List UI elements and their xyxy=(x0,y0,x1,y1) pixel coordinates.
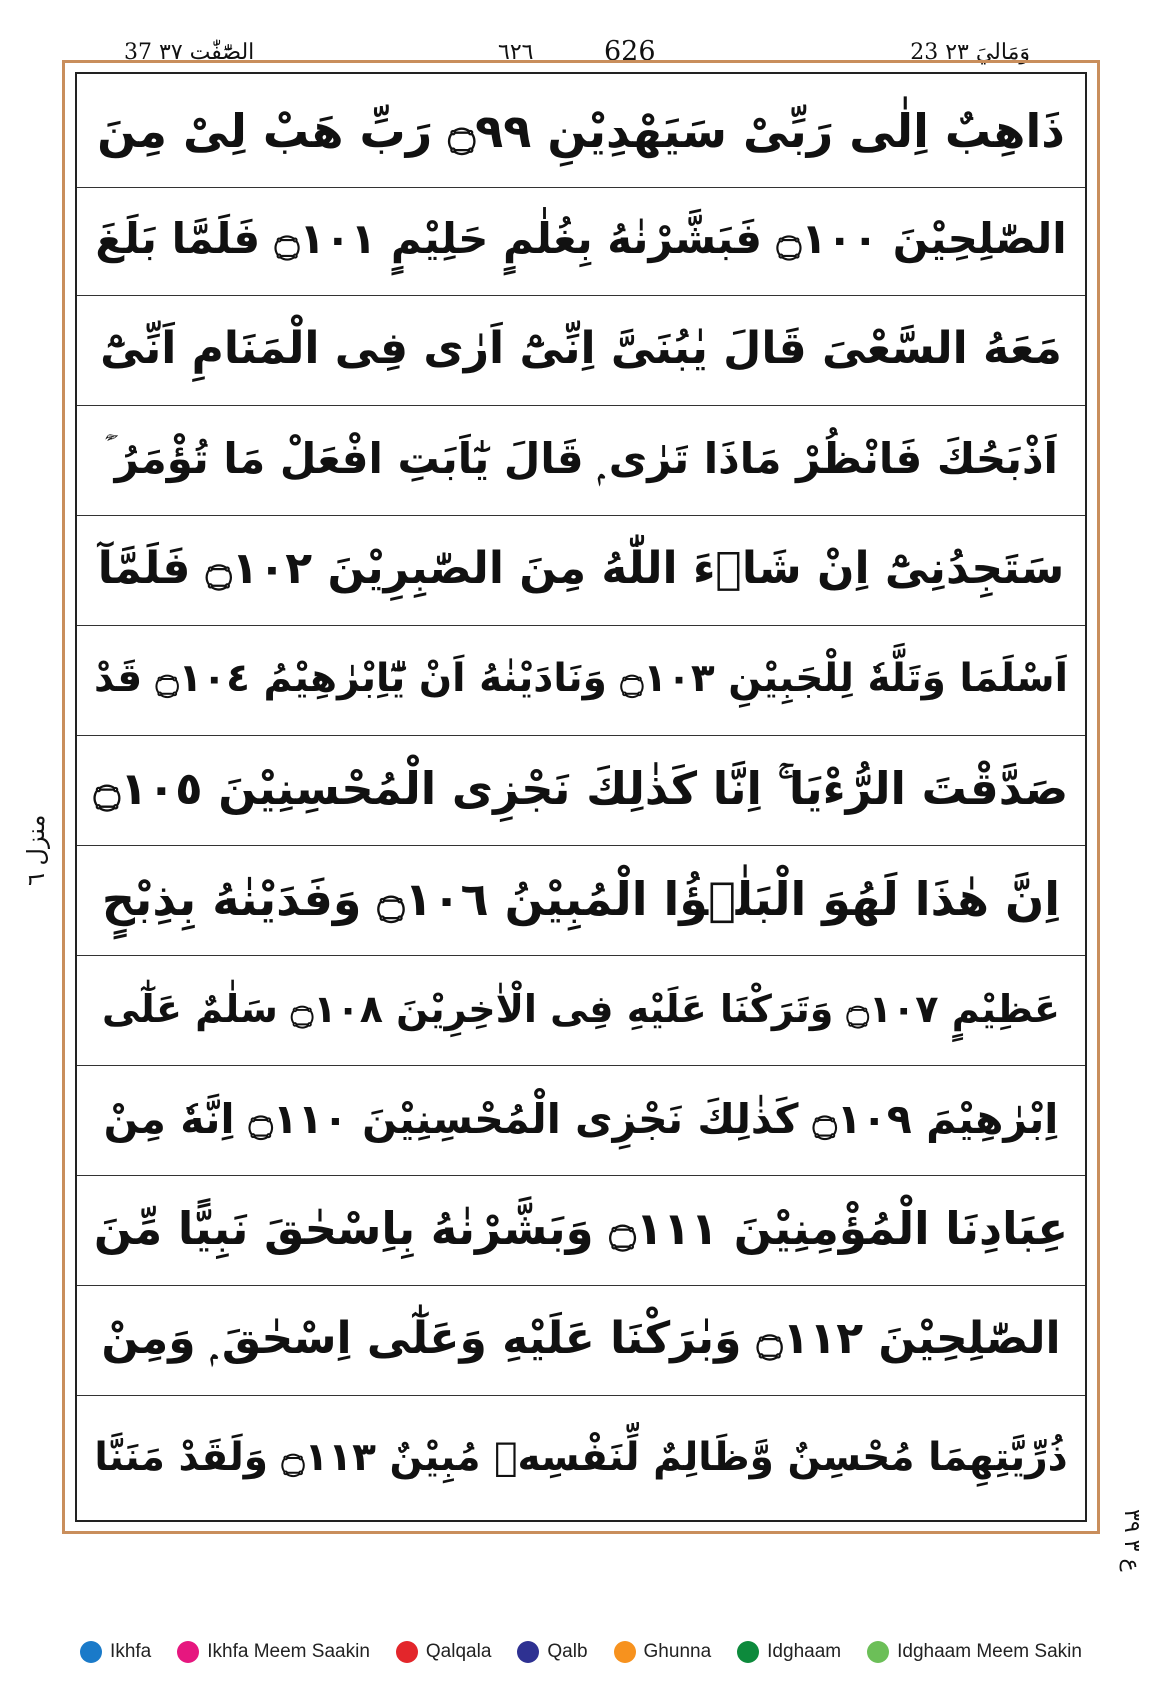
text-line-8 xyxy=(77,842,1085,956)
ayah-text: مَعَهُ السَّعْىَ قَالَ يٰبُنَىَّ اِنِّىْٓ اَرٰى فِى الْمَنَامِ اَنِّىْٓ xyxy=(100,323,1062,374)
text-line-12 xyxy=(77,1282,1085,1396)
legend-label: Idghaam xyxy=(767,1641,842,1662)
text-line-5 xyxy=(77,512,1085,626)
color-dot-icon xyxy=(396,1641,418,1663)
ayah-text: صَدَّقْتَ الرُّءْيَا ۚ اِنَّا كَذٰلِكَ نَجْزِى الْمُحْسِنِيْنَ ۝١٠٥ xyxy=(93,761,1069,815)
color-dot-icon xyxy=(614,1641,636,1663)
ayah-text: ذُرِّيَّتِهِمَا مُحْسِنٌ وَّظَالِمٌ لِّنَفْسِهٖ مُبِيْنٌ ۝١١٣ وَلَقَدْ مَنَنَّا xyxy=(94,1434,1068,1480)
para-label: 23 وَمَالِيَ ٢٣ xyxy=(904,40,1036,65)
text-line-7 xyxy=(77,732,1085,846)
text-line-3 xyxy=(77,292,1085,406)
legend-label: Idghaam Meem Sakin xyxy=(897,1641,1082,1662)
tajweed-legend xyxy=(0,1636,1162,1668)
legend-item-qalb xyxy=(517,1641,587,1663)
color-dot-icon xyxy=(80,1641,102,1663)
legend-label: Qalqala xyxy=(425,1641,492,1662)
ayah-text: اِبْرٰهِيْمَ ۝١٠٩ كَذٰلِكَ نَجْزِى الْمُحْسِنِيْنَ ۝١١٠ اِنَّهٗ مِنْ xyxy=(103,1094,1059,1143)
ayah-text: عِبَادِنَا الْمُؤْمِنِيْنَ ۝١١١ وَبَشَّرْنٰهُ بِاِسْحٰقَ نَبِيًّا مِّنَ xyxy=(93,1202,1069,1255)
ayah-text: سَتَجِدُنِىْٓ اِنْ شَاۗءَ اللّٰهُ مِنَ الصّٰبِرِيْنَ ۝١٠٢ فَلَمَّآ xyxy=(97,543,1065,594)
legend-label: Ikhfa Meem Saakin xyxy=(207,1641,370,1662)
color-dot-icon xyxy=(737,1641,759,1663)
text-line-13 xyxy=(77,1392,1085,1522)
ayah-text: ذَاهِبٌ اِلٰى رَبِّىْ سَيَهْدِيْنِ ۝٩٩ رَبِّ هَبْ لِىْ مِنَ xyxy=(97,103,1065,158)
text-line-6 xyxy=(77,622,1085,736)
ayah-text: الصّٰلِحِيْنَ ۝١٠٠ فَبَشَّرْنٰهُ بِغُلٰمٍ حَلِيْمٍ ۝١٠١ فَلَمَّا بَلَغَ xyxy=(95,214,1067,263)
surah-label: 37 الصّٰٓفّٰت ٣٧ xyxy=(118,40,260,65)
color-dot-icon xyxy=(867,1641,889,1663)
ayah-text: اَسْلَمَا وَتَلَّهٗ لِلْجَبِيْنِ ۝١٠٣ وَنَادَيْنٰهُ اَنْ يّٰٓاِبْرٰهِيْمُ ۝١٠٤ قَدْ xyxy=(94,656,1068,701)
text-line-1 xyxy=(77,74,1085,188)
legend-item-ikhfa xyxy=(80,1641,151,1663)
legend-item-idghaam-meem-sakin xyxy=(867,1641,1082,1663)
color-dot-icon xyxy=(177,1641,199,1663)
legend-item-qalqala xyxy=(396,1641,492,1663)
legend-label: Qalb xyxy=(547,1641,588,1662)
text-line-11 xyxy=(77,1172,1085,1286)
legend-label: Ikhfa xyxy=(110,1641,152,1662)
ruku-marker: ع ٣ ٣٩ xyxy=(1119,1508,1144,1572)
legend-item-ghunna xyxy=(614,1641,712,1663)
ayah-text: اِنَّ هٰذَا لَهُوَ الْبَلٰۗؤُا الْمُبِيْنُ ۝١٠٦ وَفَدَيْنٰهُ بِذِبْحٍ xyxy=(101,871,1061,926)
text-line-10 xyxy=(77,1062,1085,1176)
ayah-text: اَذْبَحُكَ فَانْظُرْ مَاذَا تَرٰى ۭ قَالَ يٰٓاَبَتِ افْعَلْ مَا تُؤْمَرُ ۡ xyxy=(104,433,1058,483)
ayah-text: عَظِيْمٍ ۝١٠٧ وَتَرَكْنَا عَلَيْهِ فِى الْاٰخِرِيْنَ ۝١٠٨ سَلٰمٌ عَلٰٓى xyxy=(101,986,1060,1031)
page-number-arabic: ٦٢٦ xyxy=(492,40,539,65)
text-line-4 xyxy=(77,402,1085,516)
text-line-9 xyxy=(77,952,1085,1066)
ayah-text: الصّٰلِحِيْنَ ۝١١٢ وَبٰرَكْنَا عَلَيْهِ وَعَلٰٓى اِسْحٰقَ ۭ وَمِنْ xyxy=(101,1313,1061,1364)
text-line-2 xyxy=(77,182,1085,296)
legend-item-idghaam xyxy=(737,1641,841,1663)
color-dot-icon xyxy=(517,1641,539,1663)
page-number: 626 xyxy=(598,36,662,67)
legend-item-ikhfa-meem-saakin xyxy=(177,1641,370,1663)
quran-text-block xyxy=(75,72,1087,1522)
legend-label: Ghunna xyxy=(643,1641,712,1662)
manzil-marker: منزل ٦ xyxy=(22,814,50,886)
